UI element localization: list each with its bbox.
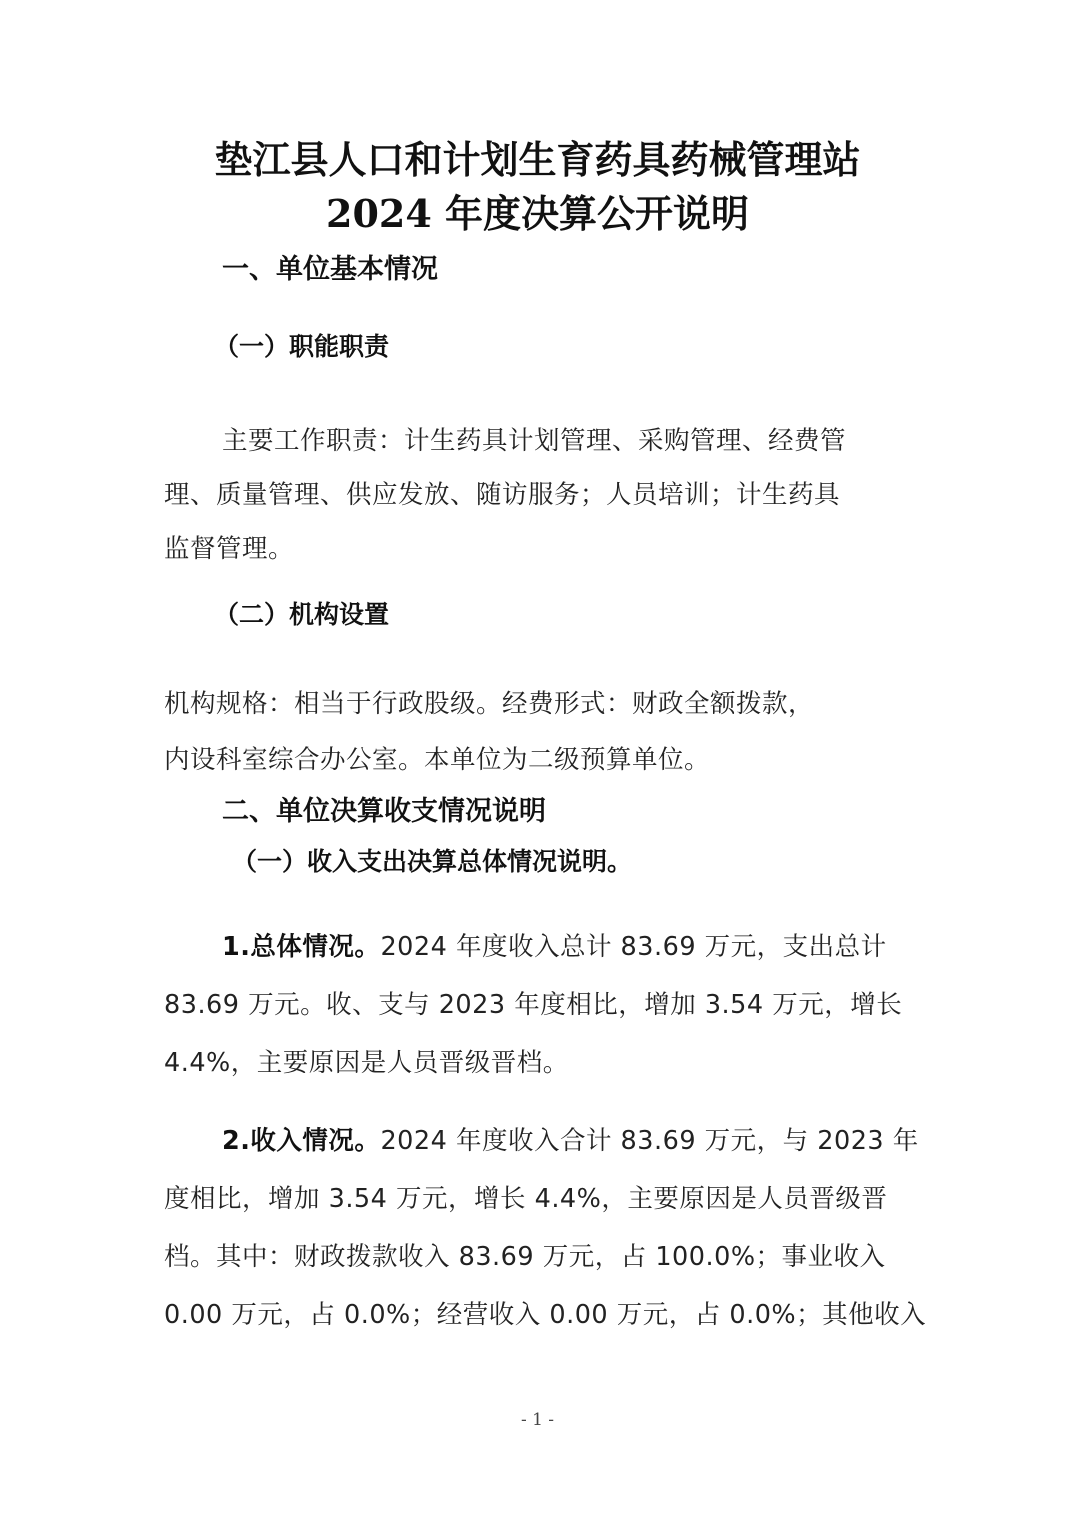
paragraph-line: 度相比，增加 3.54 万元，增长 4.4%，主要原因是人员晋级晋 bbox=[164, 1184, 888, 1214]
income-line1: 2024 年度收入合计 83.69 万元，与 2023 年 bbox=[380, 1126, 919, 1156]
section1-sub2-heading: （二）机构设置 bbox=[214, 600, 390, 629]
document-subtitle: 2024 年度决算公开说明 bbox=[326, 191, 749, 236]
section2-heading: 二、单位决算收支情况说明 bbox=[222, 796, 546, 827]
income-paragraph bbox=[164, 1112, 927, 1344]
overall-paragraph bbox=[164, 918, 912, 1092]
page-number: - 1 - bbox=[520, 1410, 555, 1430]
structure-paragraph bbox=[164, 676, 912, 788]
income-lead: 2.收入情况。 bbox=[222, 1126, 381, 1156]
overall-line1: 2024 年度收入总计 83.69 万元，支出总计 bbox=[380, 932, 887, 962]
paragraph-line: 主要工作职责：计生药具计划管理、采购管理、经费管 bbox=[222, 426, 847, 456]
section1-sub1-heading: （一）职能职责 bbox=[214, 332, 390, 361]
paragraph-line: 档。其中：财政拨款收入 83.69 万元，占 100.0%；事业收入 bbox=[164, 1242, 886, 1272]
paragraph-line bbox=[164, 918, 912, 976]
paragraph-line: 83.69 万元。收、支与 2023 年度相比，增加 3.54 万元，增长 bbox=[164, 990, 903, 1020]
section2-sub1-heading: （一）收入支出决算总体情况说明。 bbox=[232, 847, 633, 876]
duties-paragraph bbox=[164, 414, 912, 576]
paragraph-line: 理、质量管理、供应发放、随访服务；人员培训；计生药具 bbox=[164, 480, 841, 510]
section1-heading: 一、单位基本情况 bbox=[222, 254, 438, 285]
paragraph-line bbox=[164, 1112, 919, 1170]
paragraph-line: 0.00 万元，占 0.0%；经营收入 0.00 万元，占 0.0%；其他收入 bbox=[164, 1300, 927, 1330]
document-title: 垫江县人口和计划生育药具药械管理站 bbox=[214, 137, 861, 182]
paragraph-line: 4.4%，主要原因是人员晋级晋档。 bbox=[164, 1048, 569, 1078]
paragraph-line: 内设科室综合办公室。本单位为二级预算单位。 bbox=[164, 745, 711, 775]
overall-lead: 1.总体情况。 bbox=[222, 932, 381, 962]
paragraph-line: 监督管理。 bbox=[164, 534, 295, 564]
paragraph-line: 机构规格：相当于行政股级。经费形式：财政全额拨款， bbox=[164, 689, 815, 719]
